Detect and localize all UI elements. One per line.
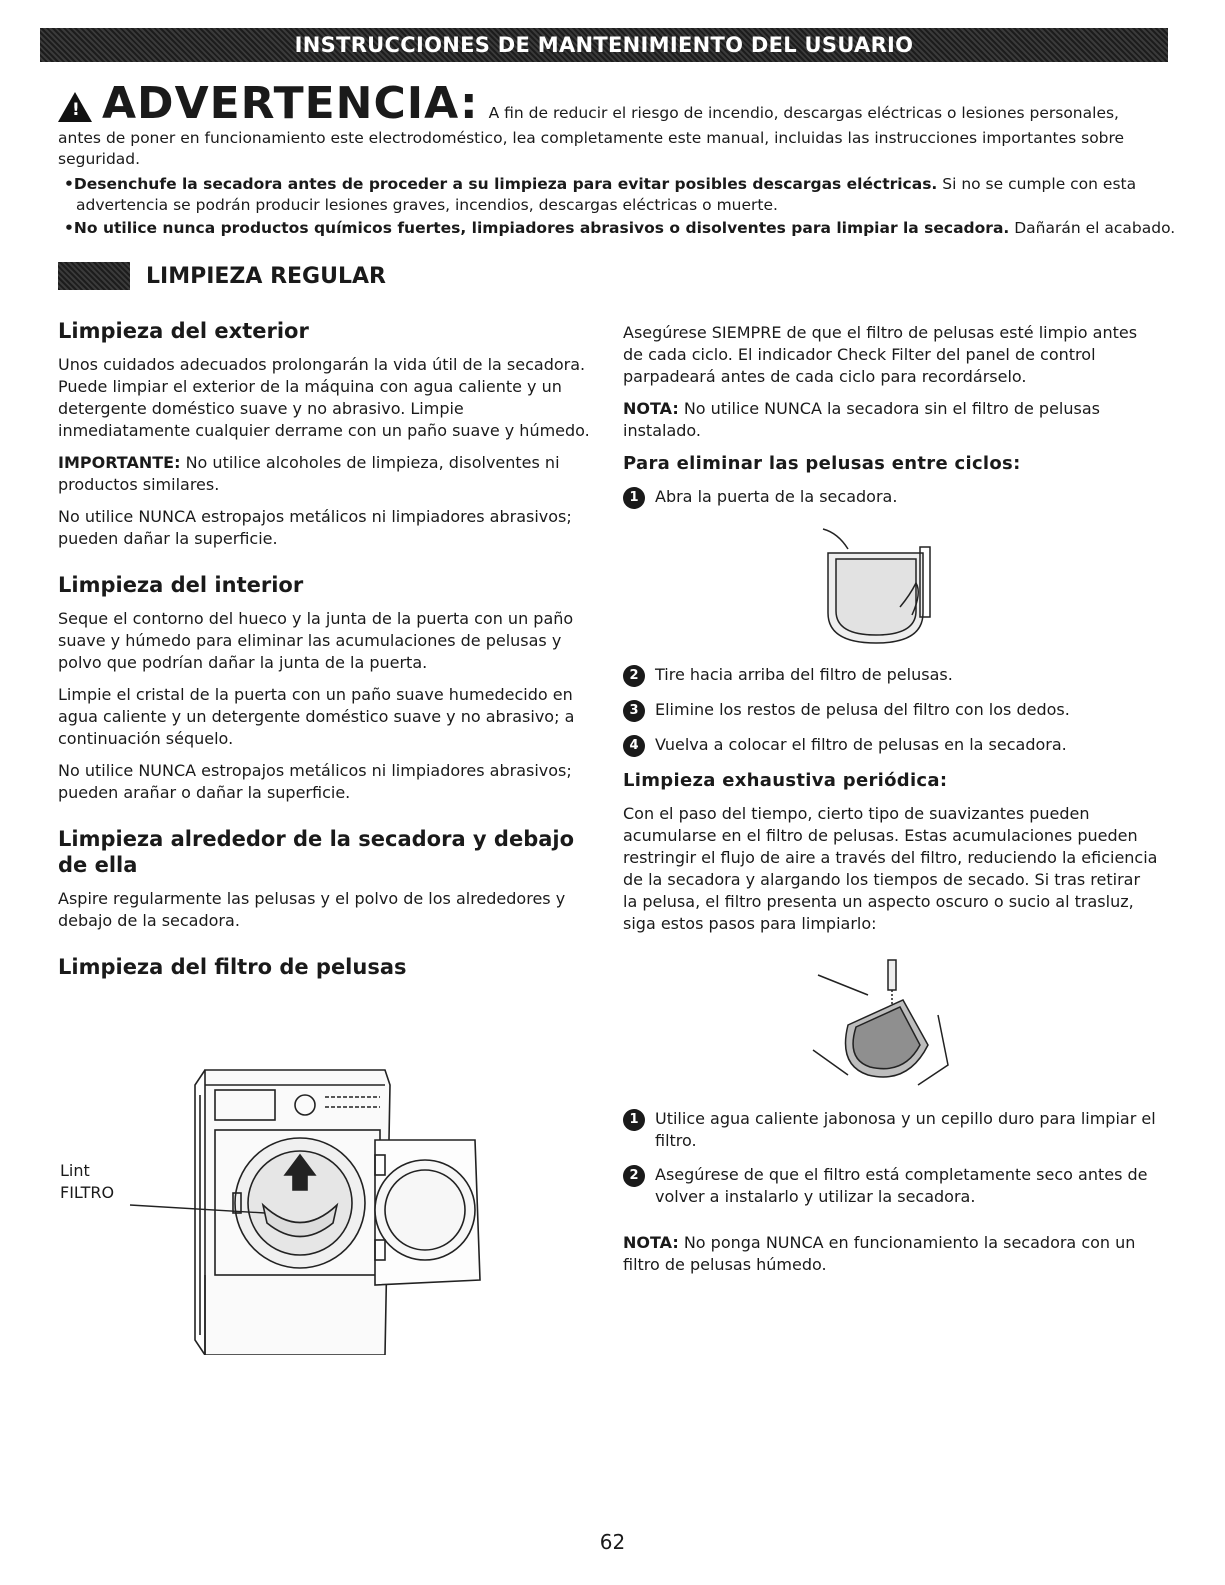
warning-intro-rest: antes de poner en funcionamiento este electrodoméstico, lea completamente este manual, incluidas las instrucciones importantes sobre seguridad. (58, 129, 1125, 168)
page-number: 62 (599, 1530, 626, 1554)
warning-block (58, 80, 1178, 241)
warning-intro-first: A fin de reducir el riesgo de incendio, descargas eléctricas o lesiones personales, (488, 104, 1119, 122)
step-number-badge: 2 (623, 1165, 645, 1187)
step-item (623, 699, 1158, 722)
lint-filter-pull-illustration (808, 523, 948, 648)
warning-bullet-bold: No utilice nunca productos químicos fuertes, limpiadores abrasivos o disolventes para limpiar la secadora. (73, 219, 1010, 237)
step-item (623, 734, 1158, 757)
step-item (623, 664, 1158, 687)
step-text: Tire hacia arriba del filtro de pelusas. (655, 665, 953, 684)
between-cycles-heading: Para eliminar las pelusas entre ciclos: (623, 453, 1021, 474)
warning-heading (58, 80, 1178, 128)
note-text: No ponga NUNCA en funcionamiento la secadora con un filtro de pelusas húmedo. (623, 1233, 1136, 1274)
note-label: NOTA: (623, 399, 679, 418)
periodic-p1: Con el paso del tiempo, cierto tipo de suavizantes pueden acumularse en el filtro de pelusas. Estas acumulaciones pueden restringir el flujo de aire a través del filtro, reduciendo la eficiencia de la secadora y alargando los tiempos de secado. Si tras retirar la pelusa, el filtro presenta un aspecto oscuro o sucio al trasluz, siga estos pasos para limpiarlo: (623, 804, 1158, 933)
filter-washing-illustration (808, 955, 958, 1090)
important-text: No utilice alcoholes de limpieza, disolventes ni productos similares. (58, 453, 560, 494)
section-swatch (58, 262, 130, 290)
around-heading: Limpieza alrededor de la secadora y debajo de ella (58, 827, 575, 877)
exterior-p2 (58, 452, 593, 496)
warning-title: ADVERTENCIA: (102, 78, 479, 129)
step-number-badge: 3 (623, 700, 645, 722)
note-label: NOTA: (623, 1233, 679, 1252)
important-label: IMPORTANTE: (58, 453, 181, 472)
header-banner (40, 28, 1168, 62)
interior-heading: Limpieza del interior (58, 573, 304, 597)
step-item (623, 1108, 1158, 1152)
exterior-p3: No utilice NUNCA estropajos metálicos ni limpiadores abrasivos; pueden dañar la superficie. (58, 507, 572, 548)
warning-bullet (58, 218, 1178, 239)
lint-label-line2: FILTRO (60, 1183, 115, 1202)
warning-triangle-icon (58, 92, 92, 122)
lint-filter-label (60, 1160, 114, 1204)
step-item (623, 486, 1158, 509)
interior-p2: Limpie el cristal de la puerta con un paño suave humedecido en agua caliente y un detergente doméstico suave y no abrasivo; a continuación séquelo. (58, 685, 575, 748)
periodic-heading: Limpieza exhaustiva periódica: (623, 770, 948, 791)
step-number-badge: 1 (623, 487, 645, 509)
step-number-badge: 1 (623, 1109, 645, 1131)
exterior-heading: Limpieza del exterior (58, 319, 309, 343)
step-text: Asegúrese de que el filtro está completamente seco antes de volver a instalarlo y utilizar la secadora. (655, 1165, 1148, 1206)
step-item (623, 1164, 1158, 1208)
right-column (623, 322, 1158, 1286)
step-number-badge: 2 (623, 665, 645, 687)
dryer-illustration (55, 1055, 505, 1355)
interior-p3: No utilice NUNCA estropajos metálicos ni limpiadores abrasivos; pueden arañar o dañar la superficie. (58, 761, 572, 802)
periodic-note (623, 1232, 1158, 1276)
warning-list (58, 174, 1178, 239)
lint-label-line1: Lint (60, 1161, 90, 1180)
section-title: LIMPIEZA REGULAR (146, 263, 386, 289)
step-number-badge: 4 (623, 735, 645, 757)
step-text: Abra la puerta de la secadora. (655, 487, 898, 506)
note-text: No utilice NUNCA la secadora sin el filtro de pelusas instalado. (623, 399, 1100, 440)
step-text: Vuelva a colocar el filtro de pelusas en la secadora. (655, 735, 1067, 754)
step-text: Elimine los restos de pelusa del filtro con los dedos. (655, 700, 1070, 719)
banner-title: INSTRUCCIONES DE MANTENIMIENTO DEL USUARIO (294, 33, 914, 57)
warning-bullet-bold: Desenchufe la secadora antes de proceder a su limpieza para evitar posibles descargas eléctricas. (73, 175, 938, 193)
warning-bullet-text: Dañarán el acabado. (1009, 219, 1176, 237)
exterior-p1: Unos cuidados adecuados prolongarán la vida útil de la secadora. Puede limpiar el exterior de la máquina con agua caliente y un detergente doméstico suave y no abrasivo. Limpie inmediatamente cualquier derrame con un paño suave y húmedo. (58, 355, 590, 440)
left-column (58, 318, 593, 990)
right-note1 (623, 398, 1158, 442)
around-p1: Aspire regularmente las pelusas y el polvo de los alrededores y debajo de la secadora. (58, 889, 566, 930)
step-text: Utilice agua caliente jabonosa y un cepillo duro para limpiar el filtro. (655, 1109, 1156, 1150)
right-p1: Asegúrese SIEMPRE de que el filtro de pelusas esté limpio antes de cada ciclo. El indicador Check Filter del panel de control parpadeará antes de cada ciclo para recordárselo. (623, 323, 1138, 386)
warning-bullet (58, 174, 1178, 216)
lint-filter-heading: Limpieza del filtro de pelusas (58, 955, 407, 979)
section-header (58, 262, 386, 290)
interior-p1: Seque el contorno del hueco y la junta de la puerta con un paño suave y húmedo para eliminar las acumulaciones de pelusas y polvo que podrían dañar la junta de la puerta. (58, 609, 574, 672)
warning-bullet-text: Si no se cumple con esta advertencia se podrán producir lesiones graves, incendios, descargas eléctricas o muerte. (76, 175, 1137, 214)
